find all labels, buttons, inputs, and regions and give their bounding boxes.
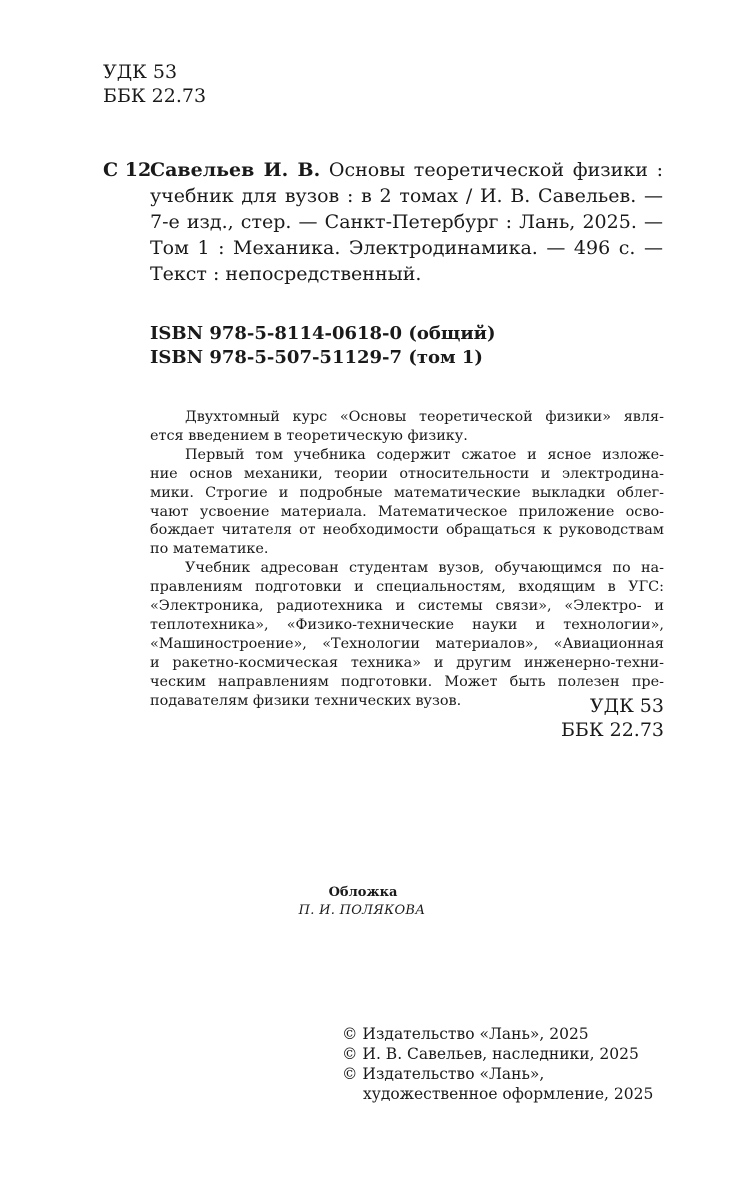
annotation-line: подавателям физики технических вузов. xyxy=(150,692,462,709)
annotation xyxy=(150,408,664,711)
annotation-line: теплотехника», «Физико-технические науки и технологии», xyxy=(150,616,664,633)
biblio-line-3: 7-е изд., стер. — Санкт-Петербург : Лань, 2025. — xyxy=(150,211,663,233)
copyright-line: © Издательство «Лань», 2025 xyxy=(342,1025,589,1043)
cover-credits xyxy=(0,884,756,920)
annotation-line: ние основ механики, теории относительности и электродина- xyxy=(150,465,664,482)
udk-code: УДК 53 xyxy=(589,695,664,717)
cover-designer: П. И. ПОЛЯКОВА xyxy=(298,903,426,918)
isbn-volume: ISBN 978-5-507-51129-7 (том 1) xyxy=(150,347,483,368)
copyright-line: художественное оформление, 2025 xyxy=(363,1085,654,1103)
isbn-block xyxy=(150,322,496,370)
copyright-line: © Издательство «Лань», xyxy=(342,1065,545,1083)
udk-code: УДК 53 xyxy=(103,61,178,83)
bibliographic-record xyxy=(103,157,663,287)
author-name: Савельев И. В. xyxy=(150,159,321,181)
udk-bbk-footer xyxy=(561,694,664,742)
biblio-line-2: учебник для вузов : в 2 томах / И. В. Савельев. — xyxy=(150,185,663,207)
book-title: Основы теоретической физики : xyxy=(320,159,663,181)
annotation-line: Первый том учебника содержит сжатое и ясное изложе- xyxy=(185,446,664,463)
biblio-line-5: Текст : непосредственный. xyxy=(150,263,422,285)
cover-role: Обложка xyxy=(328,885,398,900)
annotation-line: «Электроника, радиотехника и системы связи», «Электро- и xyxy=(150,598,664,615)
annotation-line: Учебник адресован студентам вузов, обучающимся по на- xyxy=(185,560,664,577)
annotation-line: правлениям подготовки и специальностям, входящим в УГС: xyxy=(150,579,664,596)
isbn-general: ISBN 978-5-8114-0618-0 (общий) xyxy=(150,323,496,344)
author-mark: С 12 xyxy=(103,159,152,181)
annotation-line: бождает читателя от необходимости обращаться к руководствам xyxy=(150,522,664,539)
annotation-line: и ракетно-космическая техника» и другим инженерно-техни- xyxy=(150,654,664,671)
udk-bbk-header xyxy=(103,60,206,108)
annotation-line: чают усвоение материала. Математическое приложение осво- xyxy=(150,503,664,520)
annotation-line: ется введением в теоретическую физику. xyxy=(150,427,468,444)
annotation-line: по математике. xyxy=(150,541,269,558)
biblio-line-1 xyxy=(150,157,663,183)
annotation-line: «Машиностроение», «Технологии материалов», «Авиационная xyxy=(150,635,664,652)
annotation-line: Двухтомный курс «Основы теоретической физики» явля- xyxy=(185,409,664,425)
copyright-block xyxy=(342,1024,653,1104)
annotation-line: мики. Строгие и подробные математические выкладки облег- xyxy=(150,484,664,501)
bbk-code: ББК 22.73 xyxy=(103,85,207,107)
annotation-line: ческим направлениям подготовки. Может быть полезен пре- xyxy=(150,673,664,690)
biblio-line-4: Том 1 : Механика. Электродинамика. — 496 с. — xyxy=(150,237,663,259)
bbk-code: ББК 22.73 xyxy=(560,719,664,741)
copyright-line: © И. В. Савельев, наследники, 2025 xyxy=(342,1045,639,1063)
